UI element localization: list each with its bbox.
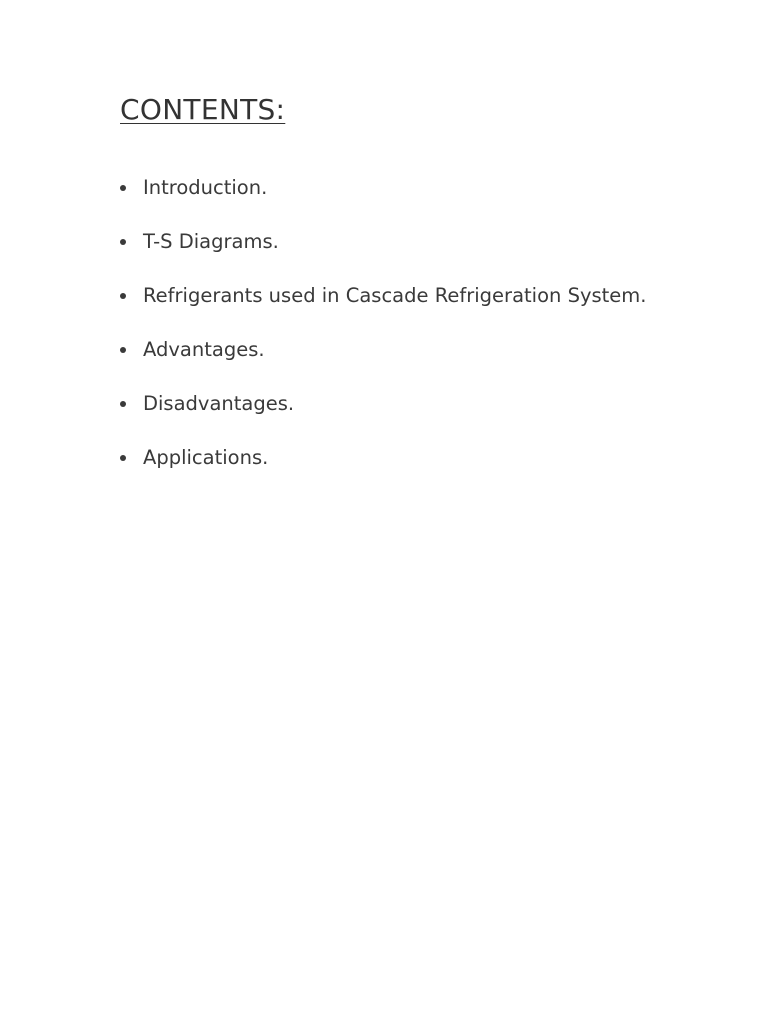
list-item-text: T-S Diagrams.: [143, 230, 279, 253]
bullet-icon: [120, 401, 126, 407]
list-item: [120, 444, 675, 472]
list-item-text: Disadvantages.: [143, 392, 295, 415]
bullet-icon: [120, 293, 126, 299]
list-item-text: Applications.: [143, 446, 269, 469]
bullet-icon: [120, 455, 126, 461]
list-item-text: Advantages.: [143, 338, 265, 361]
contents-list: [120, 174, 675, 472]
contents-heading: CONTENTS:: [120, 93, 286, 126]
list-item: [120, 390, 675, 418]
list-item: [120, 282, 675, 310]
bullet-icon: [120, 347, 126, 353]
contents-page: [120, 92, 675, 498]
bullet-icon: [120, 185, 126, 191]
bullet-icon: [120, 239, 126, 245]
list-item: [120, 174, 675, 202]
list-item: [120, 228, 675, 256]
list-item-text: Refrigerants used in Cascade Refrigeration System.: [143, 284, 647, 307]
list-item: [120, 336, 675, 364]
list-item-text: Introduction.: [143, 176, 268, 199]
